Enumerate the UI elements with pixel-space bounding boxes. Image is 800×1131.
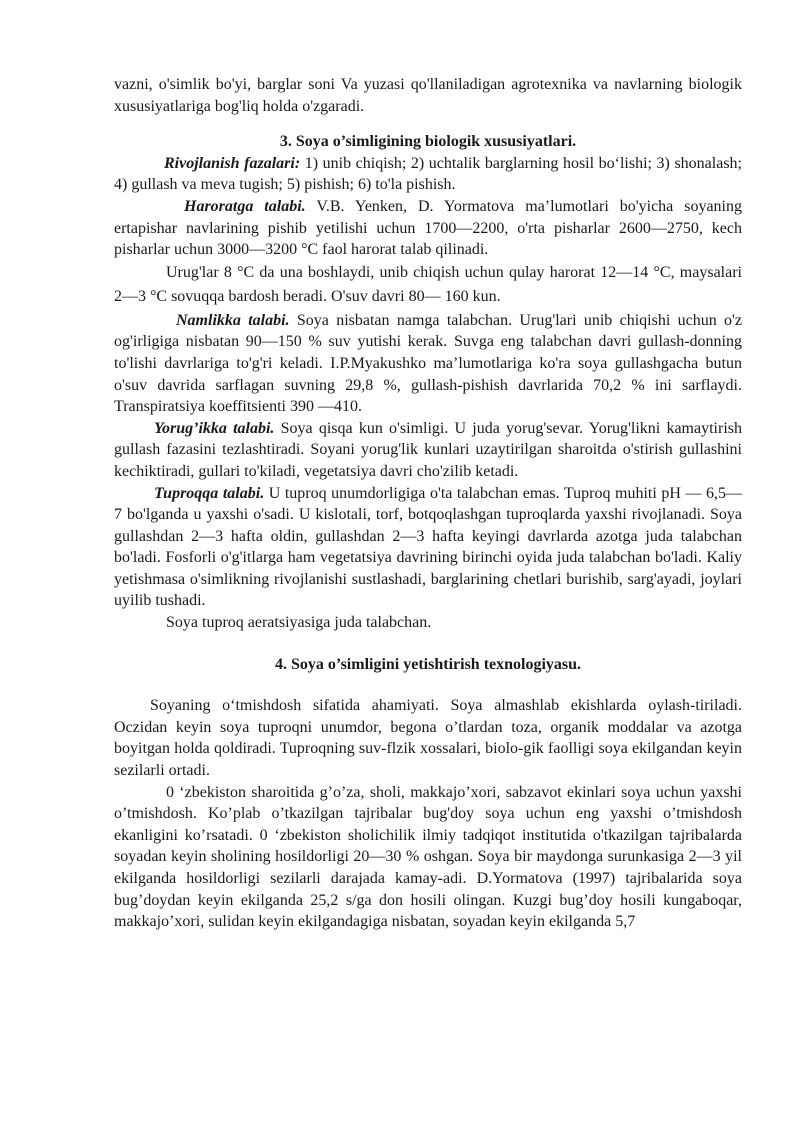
temperature-text: V.B. Yenken, D. Yormatova ma’lumotlari bo'yicha soyaning ertapishar navlarining pishib yetilishi uchun 1700—2200, o'rta pisharlar 2600—2750, kech pisharlar uchun 3000—3200 °C faol harorat talab qilinadi. [114, 197, 743, 259]
light-text: Soya qisqa kun o'simligi. U juda yorug'sevar. Yorug'likni kamaytirish gullash fazasini tezlashtiradi. Soyani yorug'lik kunlari uzaytirilgan sharoitda o'stirish gullashini kechiktiradi, gullari to'kiladi, vegetatsiya davri cho'zilib ketadi. [114, 419, 742, 480]
moisture-text: Soya nisbatan namga talabchan. Urug'lari unib chiqishi uchun o'z og'irligiga nisbatan 90—150 % suv yutishi kerak. Suvga eng talabchan davri gullash-donning to'lishi davrlariga to'g'ri keladi. I.P.Myakushko ma’lumotlariga ko'ra soya gullashgacha butun o'suv davrida sarflagan suvning 29,8 %, gullash-pishish davrlarida 70,2 % ini sarflaydi. Transpiratsiya koeffitsienti 390 —410. [114, 311, 743, 416]
moisture-lead: Namlikka talabi. [176, 311, 290, 329]
uzbekistan-paragraph: 0 ‘zbekiston sharoitida g’o’za, sholi, makkajo’xori, sabzavot ekinlari soya uchun yaxshi o’tmishdosh. Ko’plab o’tkazilgan tajribalar bug'doy soya uchun eng yaxshi o’tmishdosh ekanligini ko’rsatadi. 0 ‘zbekiston sholichilik ilmiy tadqiqot institutida o'tkazilgan tajribalarda soyadan keyin sholining hosildorligi 20—30 % oshgan. Soya bir maydonga surunkasiga 2—3 yil ekilganda hosildorligi sezilarli darajada kamay-adi. D.Yormatova (1997) tajribalarida soya bug’doydan keyin ekilganda 25,2 s/ga don hosili olingan. Kuzgi bug’doy hosili kungaboqar, makkajo’xori, sulidan keyin ekilgandagiga nisbatan, soyadan keyin ekilganda 5,7 [114, 783, 742, 931]
section-4-heading: 4. Soya o’simligini yetishtirish texnologiyasu. [274, 655, 582, 673]
spacer [114, 634, 742, 654]
moisture-paragraph [114, 310, 742, 418]
soil-paragraph [114, 483, 742, 613]
section-3-heading: 3. Soya o’simligining biologik xususiyatlari. [279, 133, 577, 151]
document-page [114, 74, 742, 933]
temperature-lead: Haroratga talabi. [184, 197, 306, 215]
temperature-paragraph [114, 196, 742, 261]
intro-paragraph: vazni, o'simlik bo'yi, barglar soni Va yuzasi qo'llaniladigan agrotexnika va navlarning biologik xususiyatlariga bog'liq holda o'zgaradi. [114, 76, 742, 115]
spacer [114, 675, 742, 695]
predecessor-paragraph: Soyaning o‘tmishdosh sifatida ahamiyati. Soya almashlab ekishlarda oylash-tiriladi. Oczidan keyin soya tuproqni unumdor, begona o’tlardan toza, organik moddalar va azotga boyitgan holda qoldiradi. Tuproqning suv-flzik xossalari, biolo-gik faolligi soya ekilgandan keyin sezilarli ortadi. [114, 697, 742, 780]
soil-lead: Tuproqqa talabi. [154, 484, 265, 502]
light-paragraph [114, 418, 742, 483]
spacer [114, 117, 742, 131]
aeration-paragraph: Soya tuproq aeratsiyasiga juda talabchan. [166, 614, 432, 632]
phases-text: 1) unib chiqish; 2) uchtalik barglarning hosil bo‘lishi; 3) shonalash; 4) gullash va meva tugish; 5) pishish; 6) to'la pishish. [114, 154, 743, 194]
germination-paragraph: Urug'lar 8 °C da una boshlaydi, unib chiqish uchun qulay harorat 12―14 °C, maysalari 2―3 °C sovuqqa bardosh beradi. O'suv davri 80― 160 kun. [114, 263, 742, 306]
soil-text: U tuproq unumdorligiga o'ta talabchan emas. Tuproq muhiti pH — 6,5—7 bo'lganda u yaxshi o'sadi. U kislotali, torf, botqoqlashgan tuproqlarda yaxshi rivojlanadi. Soya gullashdan 2—3 hafta oldin, gullashdan 2—3 hafta keyingi davrlarda azotga juda talabchan bo'ladi. Fosforli o'g'itlarga ham vegetatsiya davrining birinchi oyida juda talabchan bo'ladi. Kaliy yetishmasa o'simlikning rivojlanishi sustlashadi, barglarining chetlari burishib, sarg'ayadi, joylari uyilib tushadi. [114, 484, 743, 610]
phases-paragraph [114, 153, 742, 196]
phases-lead: Rivojlanish fazalari: [164, 154, 301, 172]
light-lead: Yorug’ikka talabi. [154, 419, 275, 437]
